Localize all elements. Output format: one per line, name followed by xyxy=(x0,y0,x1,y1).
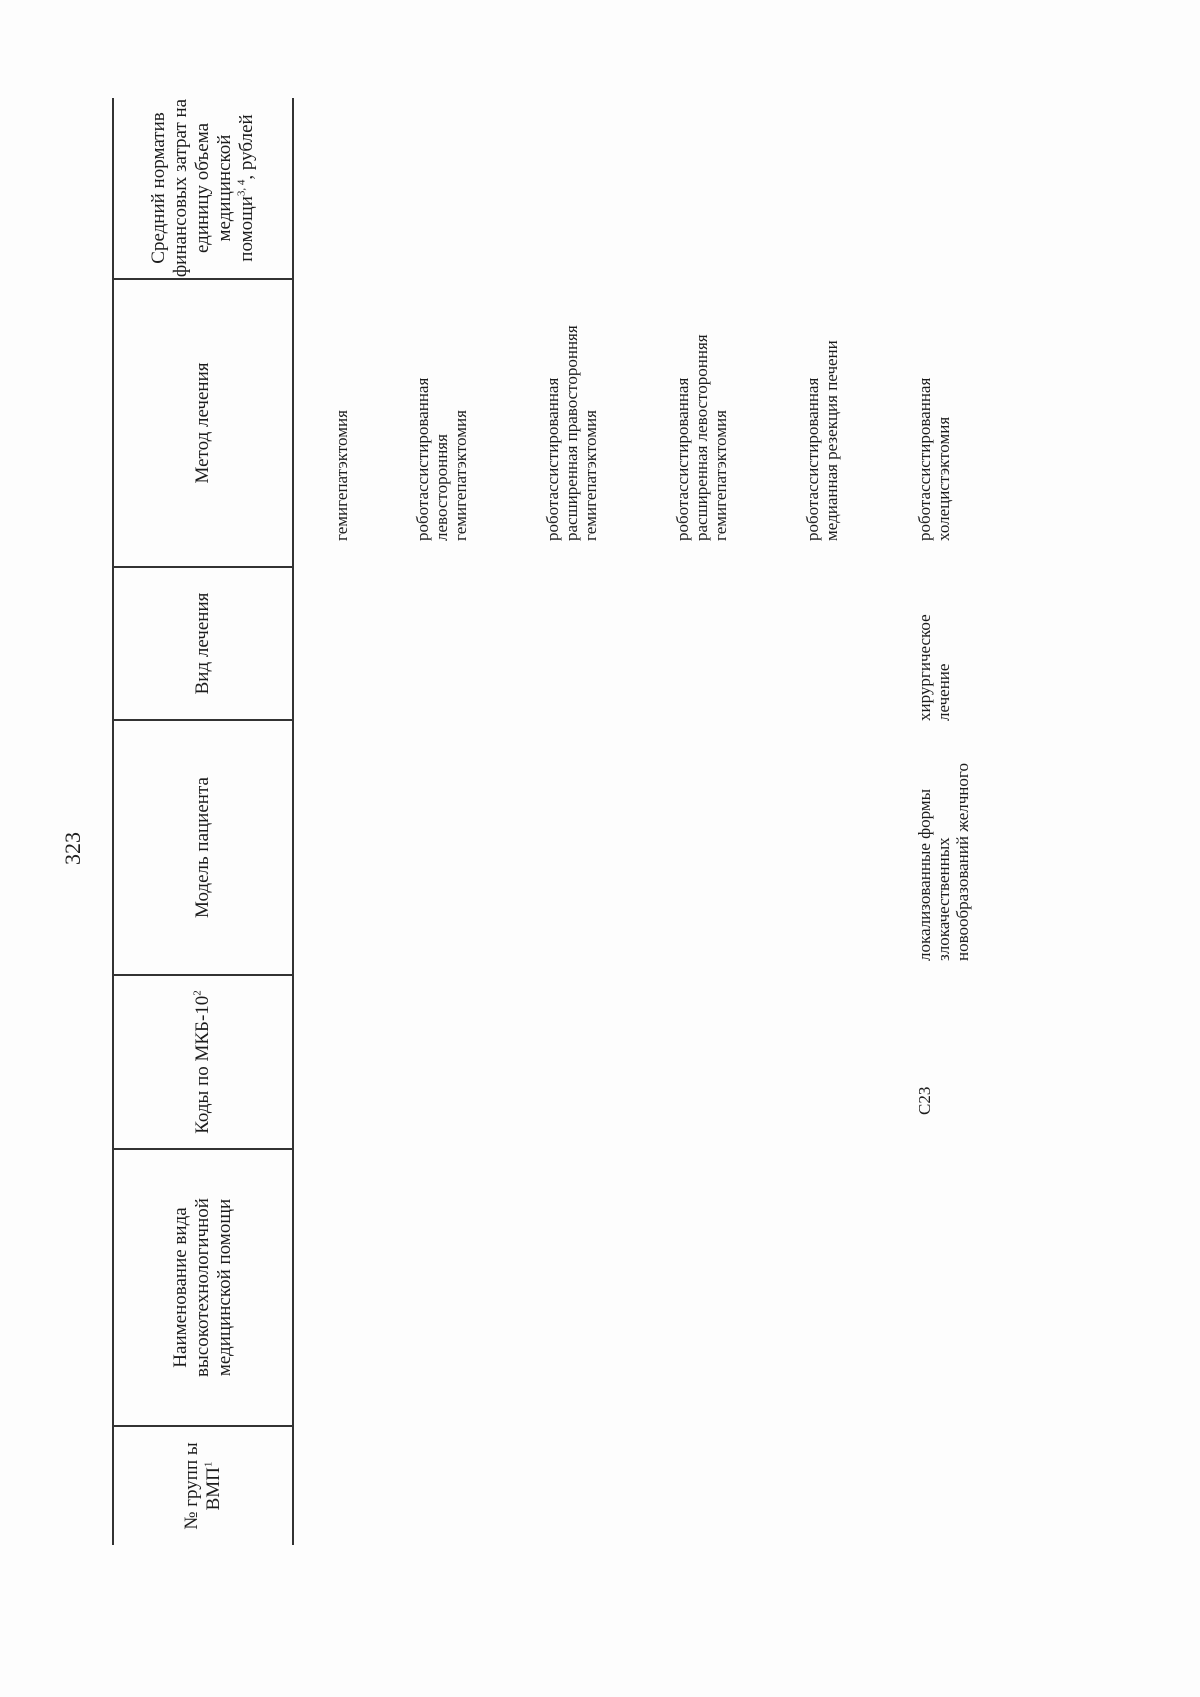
header-patient-model xyxy=(115,721,291,974)
method-cell-5: роботассистированная медианная резекция печени xyxy=(803,340,842,541)
method-cell-3: роботассистированная расширенная правосторонняя гемигепатэктомия xyxy=(543,325,601,541)
header-icd-codes-sup: 2 xyxy=(191,990,204,996)
method-cell-2: роботассистированная левосторонняя гемигепатэктомия xyxy=(413,377,471,541)
treatment-type-cell-6: хирургическое лечение xyxy=(915,614,954,721)
header-treatment-method xyxy=(115,280,291,566)
header-treatment-type xyxy=(115,568,291,719)
header-group-no-text: № групп ы ВМП xyxy=(181,1442,224,1530)
header-patient-model-text: Модель пациента xyxy=(192,777,214,918)
icd-code-cell-6: C23 xyxy=(915,1086,934,1115)
header-name xyxy=(115,1150,291,1425)
patient-model-cell-6: локализованные формы злокачественных новообразований желчного xyxy=(915,763,973,961)
page-number: 323 xyxy=(60,832,85,865)
header-group-no xyxy=(115,1427,291,1545)
header-treatment-type-text: Вид лечения xyxy=(192,592,214,695)
header-icd-codes xyxy=(115,976,291,1148)
header-group-no-sup: 1 xyxy=(202,1461,215,1468)
header-treatment-method-text: Метод лечения xyxy=(192,362,214,484)
table-header-bottom-rule xyxy=(292,98,294,1545)
method-cell-6: роботассистированная холецистэктомия xyxy=(915,377,954,541)
header-name-text: Наименование вида высокотехнологичной медицинской помощи xyxy=(170,1198,235,1377)
header-avg-cost-tail: , рублей xyxy=(235,114,257,180)
table-top-rule xyxy=(112,98,114,1545)
method-cell-4: роботассистированная расширенная левосторонняя гемигепатэктомия xyxy=(673,334,731,541)
header-avg-cost-sup: 3, 4 xyxy=(235,179,248,197)
header-icd-codes-text: Коды по МКБ-10 xyxy=(192,995,214,1134)
method-cell-1: гемигепатэктомия xyxy=(332,410,351,541)
header-avg-cost xyxy=(115,98,291,278)
header-avg-cost-text: Средний норматив финансовых затрат на единицу объема медицинской помощи xyxy=(148,98,257,278)
